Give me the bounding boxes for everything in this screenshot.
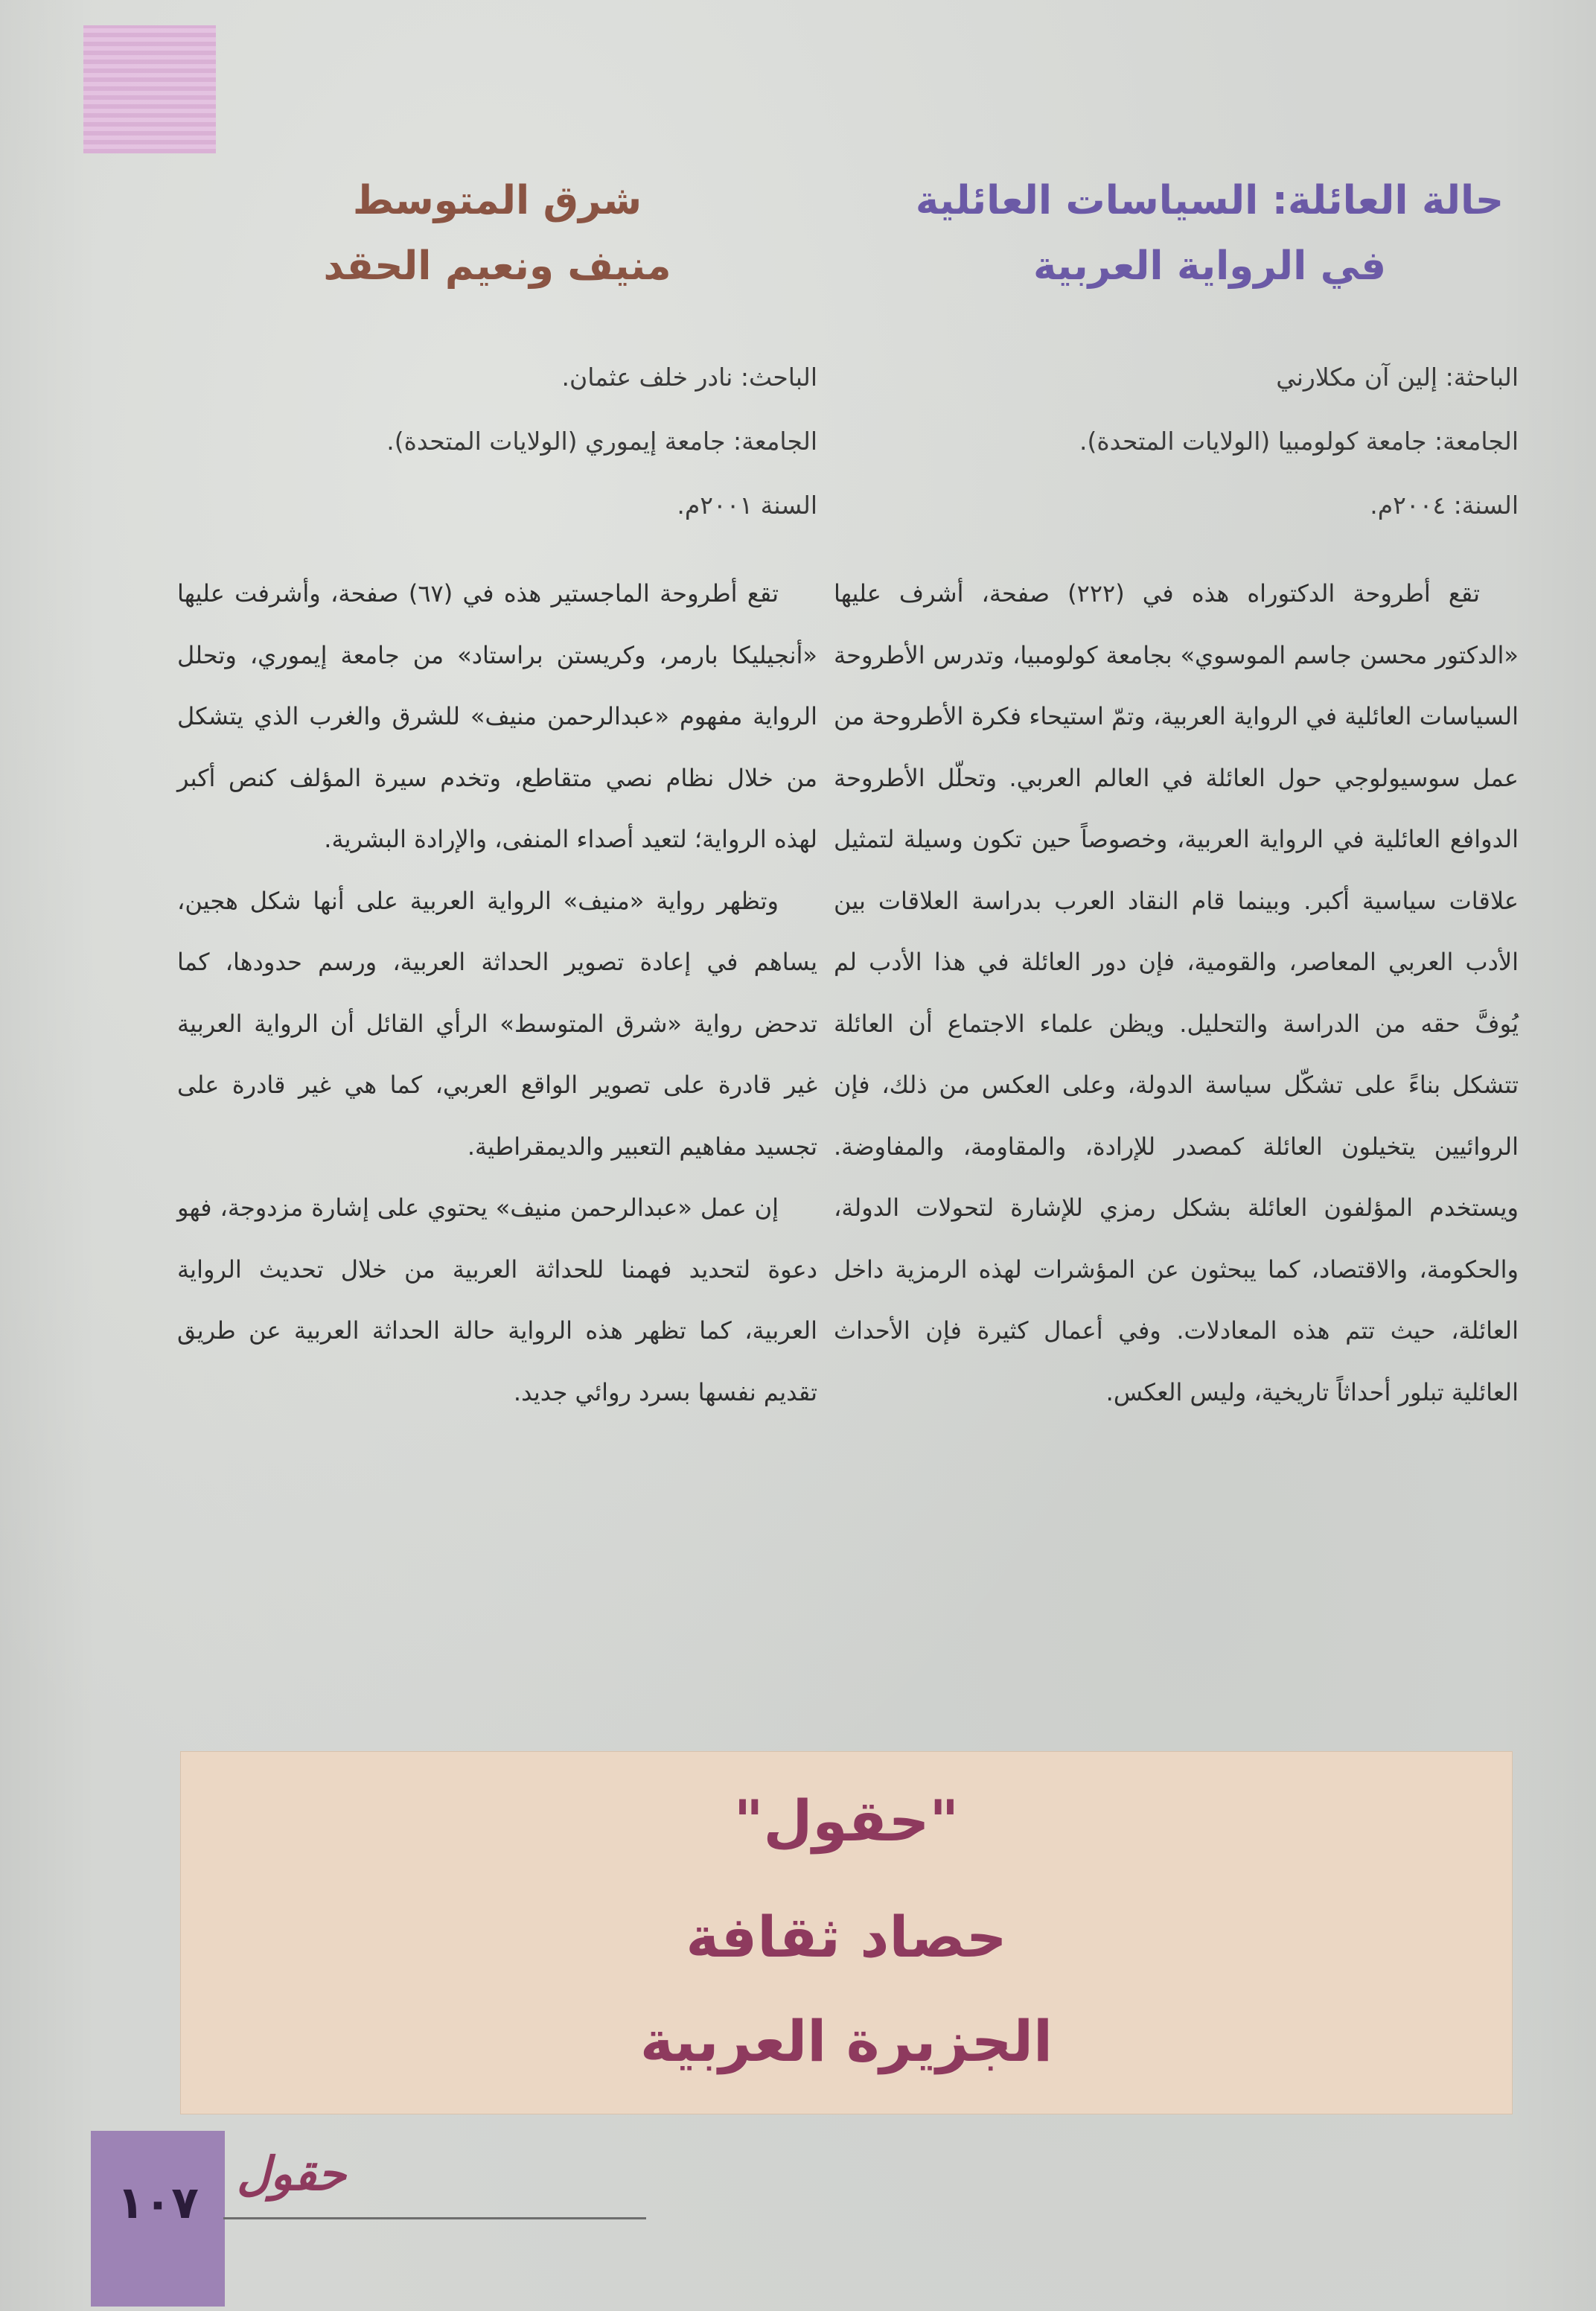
article-left-researcher: الباحث: نادر خلف عثمان. [561,363,817,392]
article-left-university: الجامعة: جامعة إيموري (الولايات المتحدة). [386,427,817,456]
footer-logo: حقول [237,2146,346,2201]
article-right-researcher: الباحثة: إلين آن مكلارني [1276,363,1519,392]
article-left-paragraph-2 [177,870,817,1178]
article-left-year: السنة ٢٠٠١م. [677,491,817,520]
article-left-paragraph-3 [177,1177,817,1423]
ad-tagline-2: الجزيرة العربية [639,2008,1053,2074]
footer-divider [223,2217,646,2219]
page-number: ١٠٧ [117,2177,199,2229]
article-left [177,168,817,1423]
article-right-university: الجامعة: جامعة كولومبيا (الولايات المتحدة). [1079,427,1519,456]
article-right-meta [834,345,1519,538]
article-right-title [901,168,1519,299]
article-right [834,168,1519,1423]
page-number-tab [91,2131,225,2307]
ad-tagline-1: حصاد ثقافة [686,1904,1007,1970]
article-right-paragraph-1-text: تقع أطروحة الدكتوراه هذه في (٢٢٢) صفحة، أشرف عليها «الدكتور محسن جاسم الموسوي» بجامعة كولومبيا، وتدرس الأطروحة السياسات العائلية في الرواية العربية، وتمّ استيحاء فكرة الأطروحة من عمل سوسيولوجي حول العائلة في العالم العربي. وتحلّل الأطروحة الدوافع العائلية في الرواية العربية، وخصوصاً حين تكون وسيلة لتمثيل علاقات سياسية أكبر. وبينما قام النقاد العرب بدراسة العلاقات بين الأدب العربي المعاصر، والقومية، فإن دور العائلة في هذا الأدب لم يُوفَّ حقه من الدراسة والتحليل. ويظن علماء الاجتماع أن العائلة تتشكل بناءً على تشكّل سياسة الدولة، وعلى العكس من ذلك، فإن الروائيين يتخيلون العائلة كمصدر للإرادة، والمقاومة، والمفاوضة. ويستخدم المؤلفون العائلة بشكل رمزي للإشارة لتحولات الدولة، والحكومة، والاقتصاد، كما يبحثون عن المؤشرات لهذه الرمزية داخل العائلة، حيث تتم هذه المعادلات. وفي أعمال كثيرة فإن الأحداث العائلية تبلور أحداثاً تاريخية، وليس العكس. [834,579,1519,1406]
advertisement-box [180,1751,1513,2114]
article-right-paragraph-1 [834,563,1519,1423]
ad-magazine-name: "حقول" [733,1788,960,1854]
article-left-title-line-2: منيف ونعيم الحقد [323,243,671,289]
article-right-year: السنة: ٢٠٠٤م. [1370,491,1519,520]
decorative-corner-square [83,25,216,153]
article-left-body [177,563,817,1423]
article-left-paragraph-3-text: إن عمل «عبدالرحمن منيف» يحتوي على إشارة مزدوجة، فهو دعوة لتحديد فهمنا للحداثة العربية من خلال تحديث الرواية العربية، كما تظهر هذه الرواية حالة الحداثة العربية عن طريق تقديم نفسها بسرد روائي جديد. [177,1193,817,1406]
article-right-title-line-2: في الرواية العربية [1032,243,1387,289]
article-left-meta [177,345,817,538]
article-left-paragraph-1-text: تقع أطروحة الماجستير هذه في (٦٧) صفحة، وأشرفت عليها «أنجيليكا بارمر، وكريستن براستاد» من جامعة إيموري، وتحلل الرواية مفهوم «عبدالرحمن منيف» للشرق والغرب الذي يتشكل من خلال نظام نصي متقاطع، وتخدم سيرة المؤلف كنص أكبر لهذه الرواية؛ لتعيد أصداء المنفى، والإرادة البشرية. [177,579,817,853]
article-right-body [834,563,1519,1423]
article-right-title-line-1: حالة العائلة: السياسات العائلية [915,178,1504,223]
article-left-title-line-1: شرق المتوسط [352,178,642,223]
article-left-paragraph-2-text: وتظهر رواية «منيف» الرواية العربية على أنها شكل هجين، يساهم في إعادة تصوير الحداثة العربية، ورسم حدودها، كما تدحض رواية «شرق المتوسط» الرأي القائل أن الرواية العربية غير قادرة على تصوير الواقع العربي، كما هي غير قادرة على تجسيد مفاهيم التعبير والديمقراطية. [177,886,817,1161]
article-left-title [177,168,817,299]
article-left-paragraph-1 [177,563,817,870]
